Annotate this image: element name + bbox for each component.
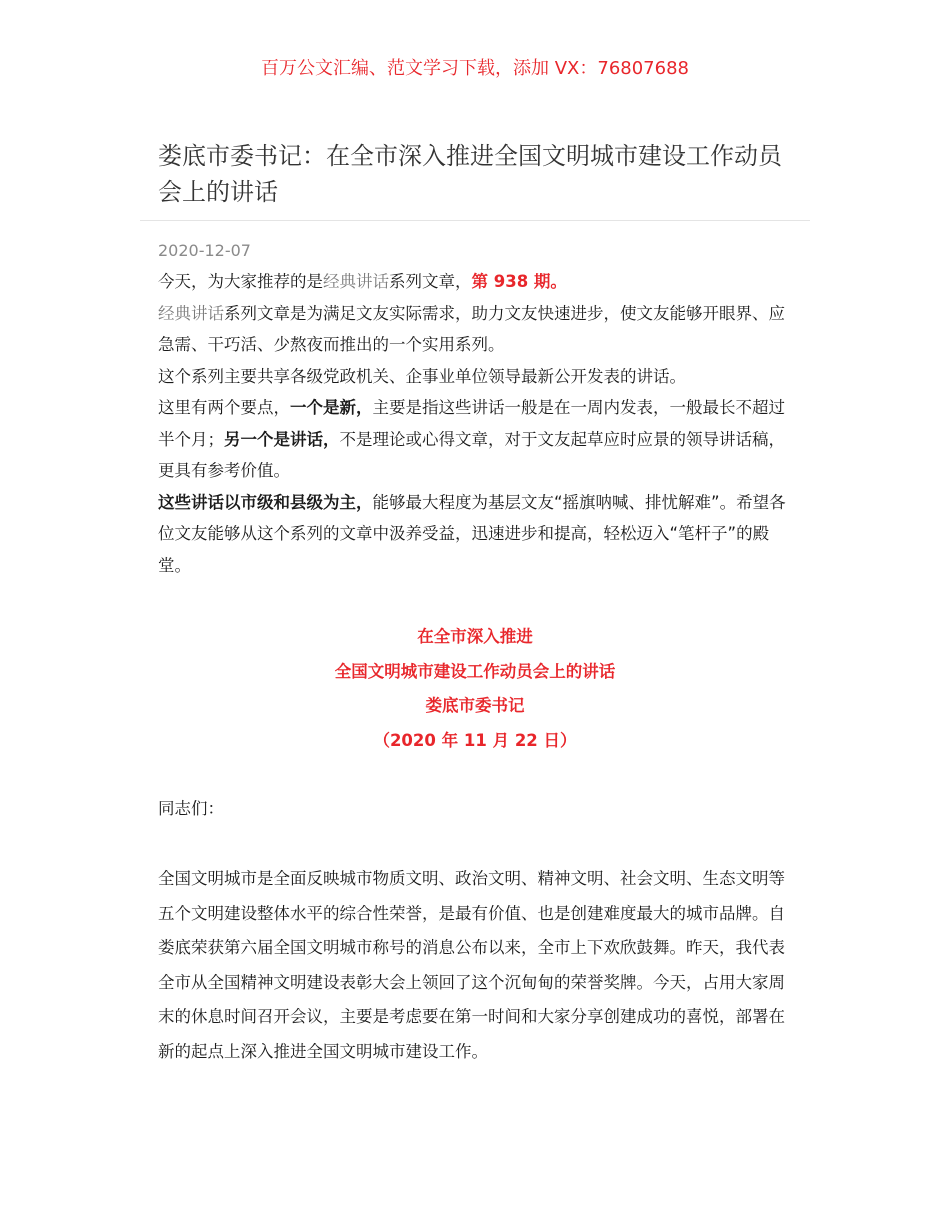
speech-title-line-1: 在全市深入推进	[417, 627, 533, 646]
intro-section	[158, 266, 798, 581]
intro-text: 不是理论或心得文章，对于文友起草应时应景的领导讲话稿，更具有参考价值。	[158, 429, 785, 480]
series-name: 经典讲话	[158, 303, 224, 323]
intro-text: 主要是指这些讲话一般是在一周内发表，一般最长不超过半个月；	[158, 398, 785, 449]
promo-banner: 百万公文汇编、范文学习下载，添加 VX：76807688	[261, 58, 689, 79]
intro-text: 这里有两个要点，	[158, 398, 290, 417]
issue-number: 第 938 期。	[471, 272, 567, 291]
intro-text: 今天，为大家推荐的是	[158, 272, 323, 291]
article-title: 娄底市委书记：在全市深入推进全国文明城市建设工作动员会上的讲话	[158, 142, 782, 206]
key-point-new: 一个是新，	[290, 398, 373, 417]
speech-title-line-2: 全国文明城市建设工作动员会上的讲话	[334, 661, 616, 681]
intro-paragraph-5	[158, 487, 798, 582]
intro-paragraph-2	[158, 298, 798, 361]
publish-date: 2020-12-07	[158, 241, 251, 260]
speech-date: （2020 年 11 月 22 日）	[373, 730, 577, 750]
intro-paragraph-4	[158, 392, 798, 487]
intro-paragraph-1	[158, 266, 798, 298]
title-divider	[140, 220, 810, 221]
series-name: 经典讲话	[323, 272, 389, 291]
speech-heading	[0, 620, 950, 758]
intro-emphasis: 这些讲话以市级和县级为主，	[158, 492, 373, 512]
intro-text: 能够最大程度为基层文友“摇旗呐喊、排忧解难”。希望各位文友能够从这个系列的文章中汲养受益，迅速进步和提高，轻松迈入“笔杆子”的殿堂。	[158, 492, 786, 575]
salutation: 同志们：	[158, 799, 224, 818]
intro-text: 系列文章是为满足文友实际需求，助力文友快速进步，使文友能够开眼界、应急需、干巧活、少熬夜而推出的一个实用系列。	[158, 303, 785, 354]
body-paragraph: 全国文明城市是全面反映城市物质文明、政治文明、精神文明、社会文明、生态文明等五个文明建设整体水平的综合性荣誉，是最有价值、也是创建难度最大的城市品牌。自娄底荣获第六届全国文明城市称号的消息公布以来，全市上下欢欣鼓舞。昨天，我代表全市从全国精神文明建设表彰大会上领回了这个沉甸甸的荣誉奖牌。今天，占用大家周末的休息时间召开会议，主要是考虑要在第一时间和大家分享创建成功的喜悦，部署在新的起点上深入推进全国文明城市建设工作。	[158, 869, 785, 1061]
intro-paragraph-3: 这个系列主要共享各级党政机关、企事业单位领导最新公开发表的讲话。	[158, 366, 686, 386]
speaker-title: 娄底市委书记	[425, 696, 525, 715]
intro-text: 系列文章，	[389, 272, 472, 291]
key-point-speech: 另一个是讲话，	[224, 429, 340, 449]
